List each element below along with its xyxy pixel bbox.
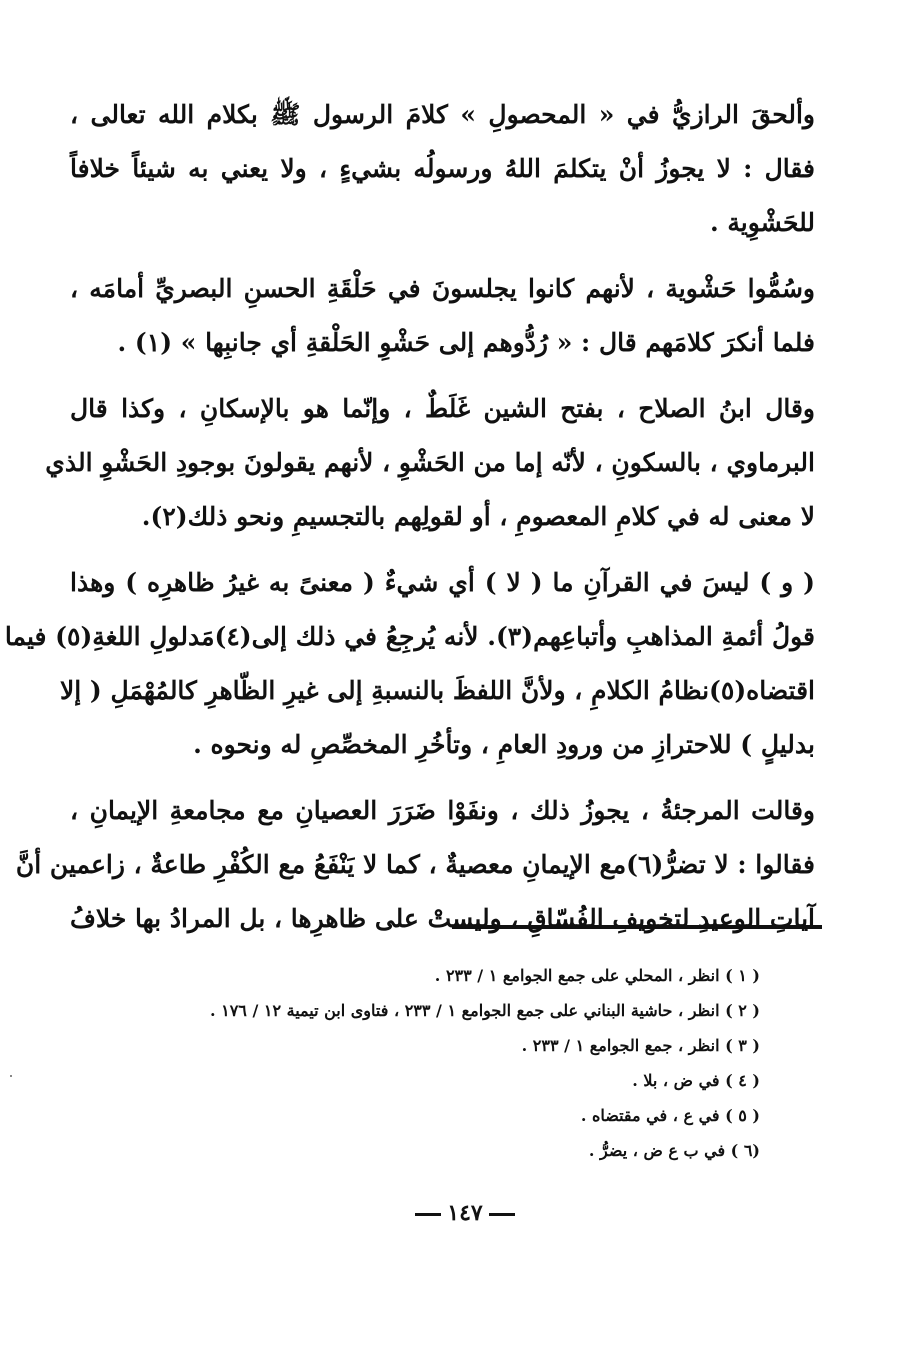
paragraph — [70, 88, 815, 250]
footnote: ( ٣ ) انظر ، جمع الجوامع ١ / ٢٣٣ . — [521, 1036, 760, 1055]
text-line: ( و ) ليسَ في القرآنِ ما ( لا ) أي شيءٌ ( معنىً به غيرُ ظاهرِه ) وهذا — [70, 568, 815, 597]
text-line: فقالوا : لا تضرُّ(٦)مع الإيمانِ معصيةٌ ، كما لا يَنْفَعُ مع الكُفْرِ طاعةٌ ، زاعمين أنَّ — [15, 850, 815, 879]
text-line: وألحقَ الرازيُّ في « المحصولِ » كلامَ الرسول ﷺ بكلام الله تعالى ، — [70, 100, 815, 129]
text-line: آياتِ الوعيدِ لتخويفِ الفُسّاقِ ، وليستْ على ظاهرِها ، بل المرادُ بها خلافُ — [70, 904, 815, 933]
text-line: فقال : لا يجوزُ أنْ يتكلمَ اللهُ ورسولُه بشيءٍ ، ولا يعني به شيئاً خلافاً — [70, 154, 815, 183]
text-line: اقتضاه(٥)نظامُ الكلامِ ، ولأنَّ اللفظَ بالنسبةِ إلى غيرِ الظّاهرِ كالمُهْمَلِ ( إلا — [60, 676, 815, 705]
paragraph — [70, 262, 815, 370]
footnote: (٦ ) في ب ع ض ، يضرُّ . — [588, 1141, 760, 1160]
footnote: ( ٥ ) في ع ، في مقتضاه . — [580, 1106, 760, 1125]
text-line: لا معنى له في كلامِ المعصومِ ، أو لقولِهم بالتجسيمِ ونحو ذلك(٢). — [141, 502, 815, 531]
text-line: قولُ أئمةِ المذاهبِ وأتباعِهم(٣). لأنه يُرجِعُ في ذلك إلى(٤)مَدلولِ اللغةِ(٥) فيما — [4, 622, 815, 651]
text-line: البرماوي ، بالسكونِ ، لأنّه إما من الحَشْوِ ، لأنهم يقولونَ بوجودِ الحَشْوِ الذي — [45, 448, 815, 477]
page-number-block — [400, 1200, 530, 1226]
text-line: وسُمُّوا حَشْوية ، لأنهم كانوا يجلسونَ في حَلْقَةِ الحسنِ البصريِّ أمامَه ، — [70, 274, 815, 303]
dash-right — [489, 1213, 515, 1216]
scan-speck — [10, 1075, 12, 1077]
footnotes — [120, 958, 760, 1168]
footnote: ( ٢ ) انظر ، حاشية البناني على جمع الجوامع ١ / ٢٣٣ ، فتاوى ابن تيمية ١٢ / ١٧٦ . — [209, 1001, 760, 1020]
page-number: ١٤٧ — [447, 1200, 483, 1226]
paragraph — [4, 556, 815, 772]
text-line: وقال ابنُ الصلاح ، بفتح الشين غَلَطٌ ، وإنّما هو بالإسكانِ ، وكذا قال — [70, 394, 815, 423]
text-line: وقالت المرجئةُ ، يجوزُ ذلك ، ونفَوْا ضَرَرَ العصيانِ مع مجامعةِ الإيمانِ ، — [70, 796, 815, 825]
footnote: ( ٤ ) في ض ، بلا . — [632, 1071, 760, 1090]
dash-left — [415, 1213, 441, 1216]
footnote-separator — [452, 925, 822, 929]
text-line: للحَشْوِية . — [709, 208, 815, 237]
paragraph — [45, 382, 815, 544]
footnote: ( ١ ) انظر ، المحلي على جمع الجوامع ١ / ٢٣٣ . — [434, 966, 760, 985]
main-text — [4, 88, 815, 958]
text-line: بدليلٍ ) للاحترازِ من ورودِ العامِ ، وتأخُرِ المخصِّصِ له ونحوه . — [193, 730, 815, 759]
text-line: فلما أنكرَ كلامَهم قال : « رُدُّوهم إلى حَشْوِ الحَلْقةِ أي جانبِها » (١) . — [117, 328, 815, 357]
paragraph — [15, 784, 815, 946]
